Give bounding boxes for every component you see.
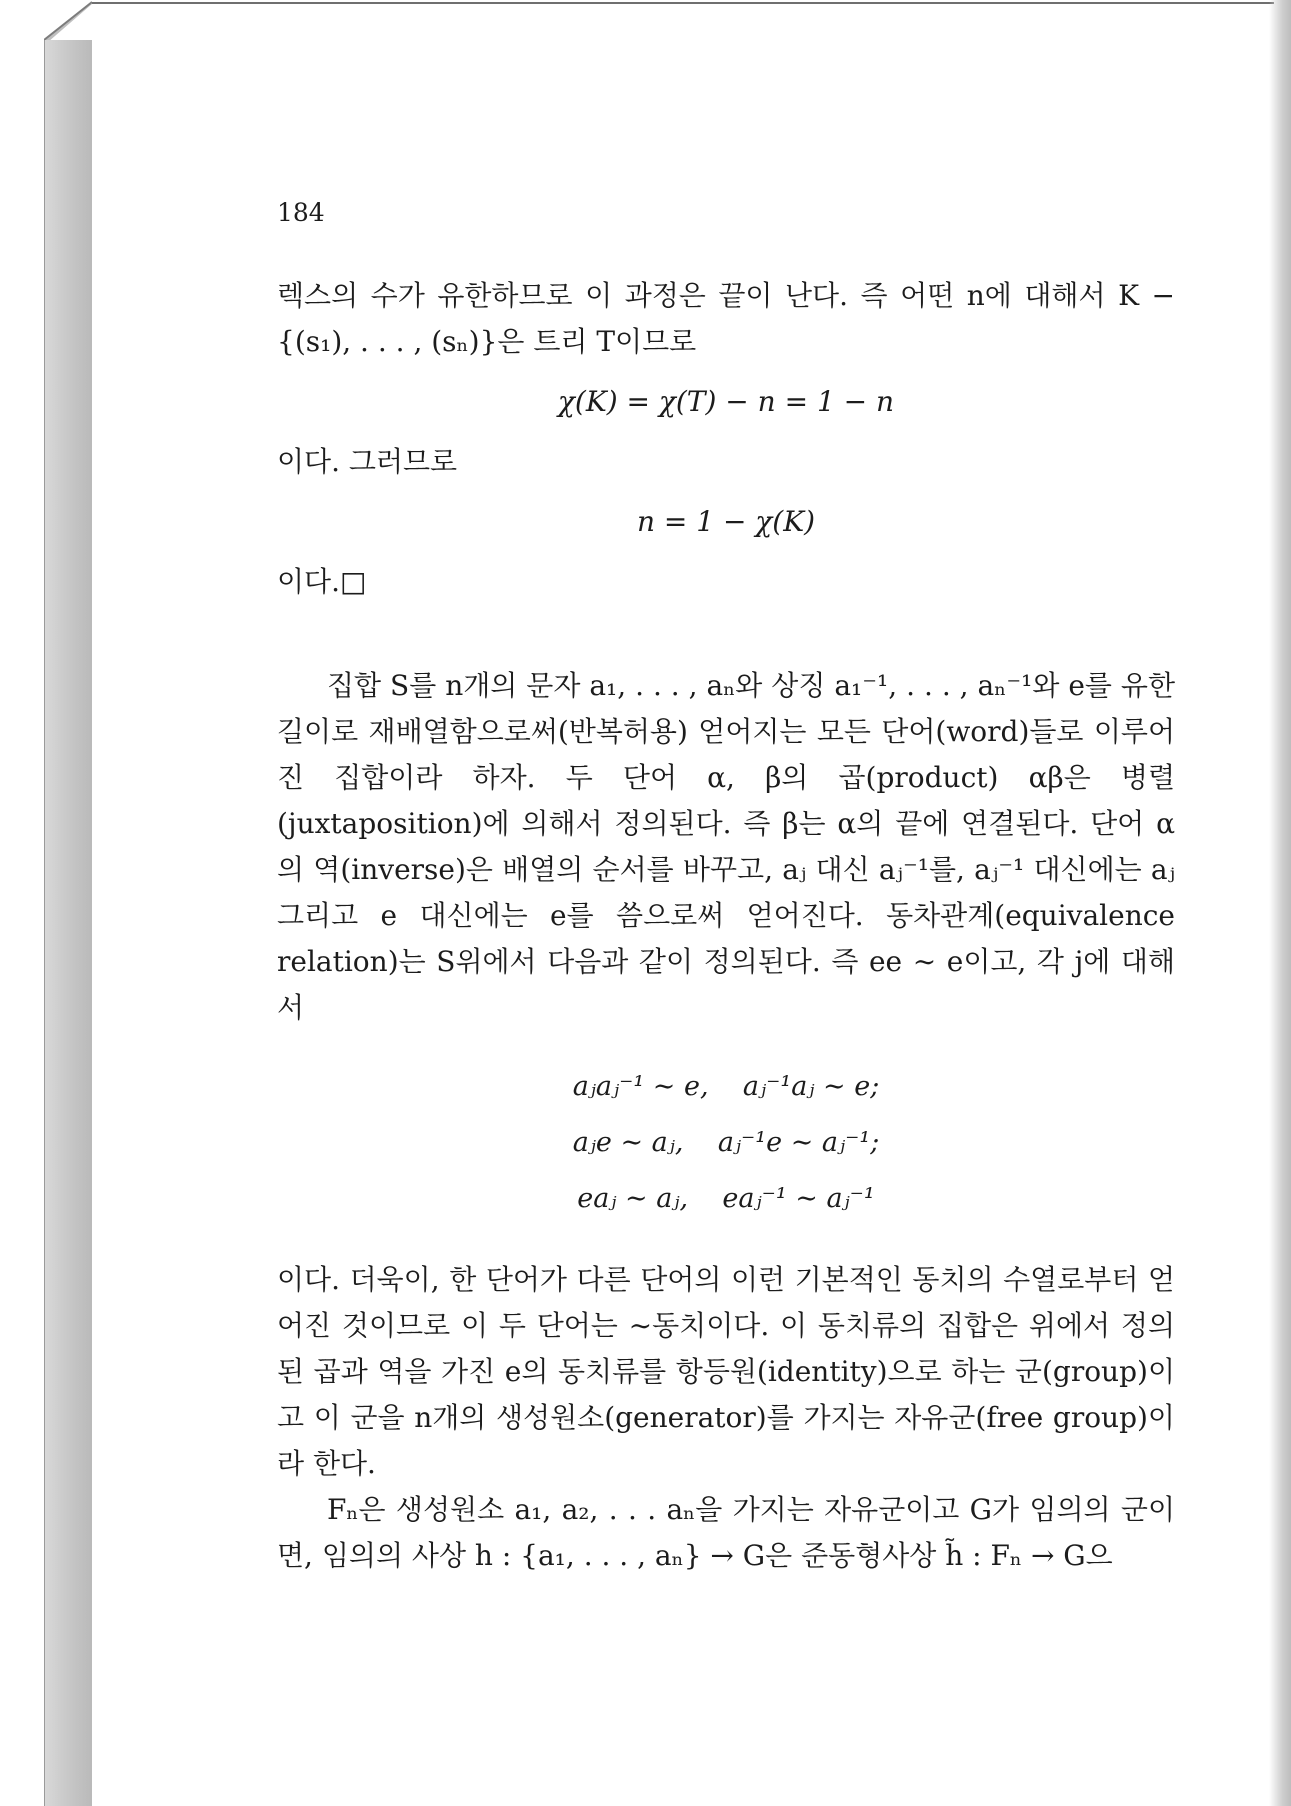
equivalence-line-2: aⱼe ∼ aⱼ, aⱼ⁻¹e ∼ aⱼ⁻¹;	[572, 1127, 880, 1158]
equation-euler-characteristic: χ(K) = χ(T) − n = 1 − n	[557, 385, 895, 418]
paragraph-2: 이다. 그러므로	[277, 445, 458, 478]
equation-n: n = 1 − χ(K)	[636, 505, 816, 538]
equivalence-relations	[277, 1059, 1175, 1227]
paragraph-equivalence-classes: 이다. 더욱이, 한 단어가 다른 단어의 이런 기본적인 동치의 수열로부터 얻어진 것이므로 이 두 단어는 ∼동치이다. 이 동치류의 집합은 위에서 정의된 곱과 역을 가진 e의 동치류를 항등원(identity)으로 하는 군(group)이고 이 군을 n개의 생성원소(generator)를 가지는 자유군(free group)이라 한다.	[277, 1263, 1175, 1480]
paragraph-homomorphism: Fₙ은 생성원소 a₁, a₂, . . . aₙ을 가지는 자유군이고 G가 임의의 군이면, 임의의 사상 h : {a₁, . . . , aₙ} → G은 준동형사상 h̃ : Fₙ → G으	[277, 1493, 1175, 1572]
paragraph-1: 렉스의 수가 유한하므로 이 과정은 끝이 난다. 즉 어떤 n에 대해서 K − {(s₁), . . . , (sₙ)}은 트리 T이므로	[277, 279, 1175, 358]
paragraph-3: 이다.□	[277, 565, 367, 598]
page-edge-shadow	[1269, 0, 1291, 1806]
page-content	[277, 198, 1175, 1579]
equivalence-line-1: aⱼaⱼ⁻¹ ∼ e, aⱼ⁻¹aⱼ ∼ e;	[572, 1071, 880, 1102]
page-number: 184	[277, 198, 325, 227]
equivalence-line-3: eaⱼ ∼ aⱼ, eaⱼ⁻¹ ∼ aⱼ⁻¹	[577, 1183, 875, 1214]
book-spine	[44, 40, 94, 1806]
paragraph-free-group-definition: 집합 S를 n개의 문자 a₁, . . . , aₙ와 상징 a₁⁻¹, . . . , aₙ⁻¹와 e를 유한길이로 재배열함으로써(반복허용) 얻어지는 모든 단어(word)들로 이루어진 집합이라 하자. 두 단어 α, β의 곱(product) αβ은 병렬(juxtaposition)에 의해서 정의된다. 즉 β는 α의 끝에 연결된다. 단어 α의 역(inverse)은 배열의 순서를 바꾸고, aⱼ 대신 aⱼ⁻¹를, aⱼ⁻¹ 대신에는 aⱼ 그리고 e 대신에는 e를 씀으로써 얻어진다. 동차관계(equivalence relation)는 S위에서 다음과 같이 정의된다. 즉 ee ∼ e이고, 각 j에 대해서	[277, 669, 1175, 1024]
